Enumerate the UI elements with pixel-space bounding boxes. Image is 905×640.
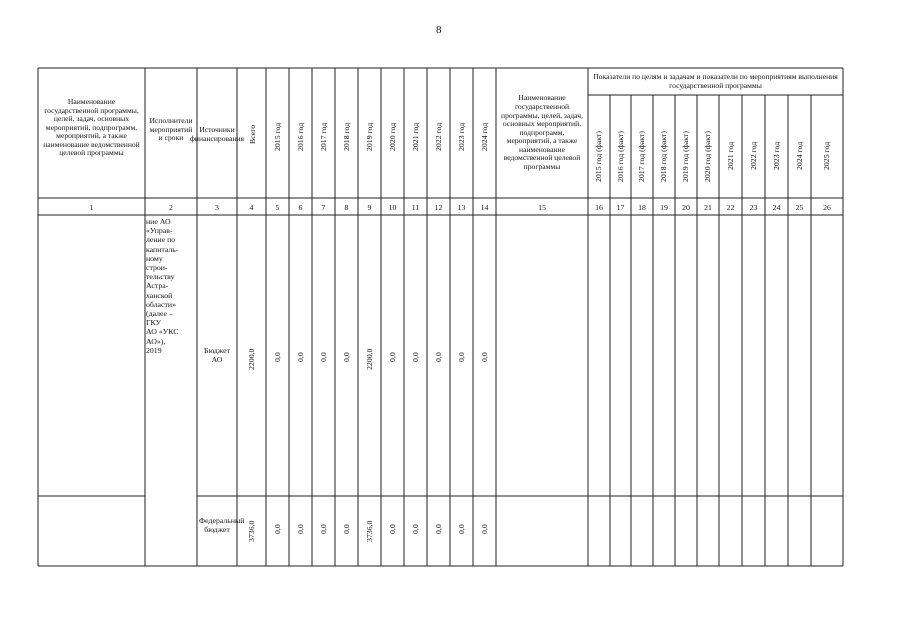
row2-value-2019: 3736,0 <box>365 520 374 542</box>
header-col1-program-name: Наименование государственной программы, целей, задач, основных мероприятий, подпрограмм, мероприятий, а также наименование ведомственной целевой программы <box>43 96 140 158</box>
column-number: 17 <box>616 203 625 212</box>
row1-value-2021: 0,0 <box>411 352 420 362</box>
column-number: 20 <box>682 203 690 212</box>
column-number: 25 <box>795 203 804 212</box>
page-number: 8 <box>436 24 442 36</box>
indicator-year-2015-fact: 2015 год (факт) <box>594 131 603 182</box>
row2-value-total: 3736,0 <box>247 520 256 542</box>
column-number: 10 <box>388 203 397 212</box>
row1-value-2022: 0,0 <box>434 352 443 362</box>
column-number: 19 <box>660 203 668 212</box>
row1-value-2017: 0,0 <box>319 352 328 362</box>
column-number: 22 <box>726 203 735 212</box>
row1-value-total: 2200,0 <box>247 348 256 370</box>
column-number: 3 <box>215 203 219 212</box>
header-col4-total: Всего <box>248 124 257 144</box>
column-number: 1 <box>89 203 94 212</box>
header-year-2017: 2017 год <box>319 122 328 151</box>
column-number: 4 <box>249 203 254 212</box>
row1-value-2023: 0,0 <box>457 352 466 362</box>
row2-value-2016: 0,0 <box>296 524 305 534</box>
executor-line: области» <box>146 299 176 309</box>
indicator-year-2020-fact: 2020 год (факт) <box>703 131 712 182</box>
header-year-2019: 2019 год <box>365 122 374 151</box>
header-year-2018: 2018 год <box>342 122 351 151</box>
header-col2-executors: Исполнители мероприятий и сроки <box>149 116 193 143</box>
executor-line: капиталь- <box>146 244 179 254</box>
column-number: 9 <box>367 203 372 212</box>
header-year-2024: 2024 год <box>480 122 489 151</box>
header-year-2022: 2022 год <box>434 122 443 151</box>
row2-value-2024: 0,0 <box>480 524 489 534</box>
row2-value-2020: 0,0 <box>388 524 397 534</box>
column-number: 26 <box>823 203 831 212</box>
indicator-year-2025: 2025 год <box>822 141 831 170</box>
header-year-2015: 2015 год <box>273 122 282 151</box>
executor-line: ление по <box>146 235 176 245</box>
executor-line: ному <box>146 253 163 263</box>
row2-value-2023: 0,0 <box>457 524 466 534</box>
indicator-year-2022: 2022 год <box>749 141 758 170</box>
column-number: 14 <box>480 203 489 212</box>
indicator-year-2016-fact: 2016 год (факт) <box>616 131 625 182</box>
executor-line: «Управ- <box>146 226 173 236</box>
row1-value-2019: 2200,0 <box>365 348 374 370</box>
column-number: 5 <box>275 203 280 212</box>
indicator-year-2019-fact: 2019 год (факт) <box>681 131 690 182</box>
row2-funding-source: Федеральный бюджет <box>199 516 245 534</box>
row1-value-2018: 0,0 <box>342 352 351 362</box>
column-number: 16 <box>595 203 603 212</box>
executor-line: строи- <box>146 263 168 273</box>
column-number: 6 <box>298 203 303 212</box>
row1-value-2016: 0,0 <box>296 352 305 362</box>
executor-line: Астра- <box>146 281 169 291</box>
header-col15-program-name: Наименование государственной программы, целей, задач, основных мероприятий, подпрограмм, мероприятий, а также наименование ведомственной целевой программы <box>501 93 583 172</box>
header-col3-funding-source: Источники финансирования <box>190 125 245 143</box>
header-year-2020: 2020 год <box>388 122 397 151</box>
header-year-2016: 2016 год <box>296 122 305 151</box>
indicator-year-2018-fact: 2018 год (факт) <box>659 131 668 182</box>
column-number: 24 <box>772 203 781 212</box>
row2-value-2017: 0,0 <box>319 524 328 534</box>
indicator-year-2021: 2021 год <box>726 141 735 170</box>
executor-line: (далее – <box>146 309 173 319</box>
row1-value-2024: 0,0 <box>480 352 489 362</box>
column-number: 2 <box>169 203 173 212</box>
row2-value-2018: 0,0 <box>342 524 351 534</box>
column-number: 23 <box>749 203 758 212</box>
row2-value-2015: 0,0 <box>273 524 282 534</box>
executor-line: ханской <box>146 290 173 300</box>
executor-line: ние АО <box>146 217 171 226</box>
column-number: 8 <box>344 203 349 212</box>
row1-funding-source: Бюджет АО <box>203 346 231 364</box>
column-number: 13 <box>457 203 466 212</box>
column-number: 15 <box>538 203 546 212</box>
column-number: 7 <box>321 203 326 212</box>
indicator-year-2023: 2023 год <box>772 141 781 170</box>
indicator-year-2024: 2024 год <box>795 141 804 170</box>
executor-line: ГКУ <box>146 318 162 328</box>
indicator-year-2017-fact: 2017 год (факт) <box>637 131 646 182</box>
executor-line: АО «УКС <box>146 327 179 337</box>
executor-line: АО»), <box>146 336 166 346</box>
column-number: 11 <box>411 203 420 212</box>
executor-text <box>146 217 196 355</box>
row2-value-2022: 0,0 <box>434 524 443 534</box>
row1-value-2015: 0,0 <box>273 352 282 362</box>
header-year-2021: 2021 год <box>411 122 420 151</box>
column-number: 12 <box>434 203 443 212</box>
executor-line: тельству <box>146 272 175 282</box>
column-number: 18 <box>638 203 646 212</box>
executor-line: 2019 <box>146 345 162 355</box>
row1-value-2020: 0,0 <box>388 352 397 362</box>
header-indicators-group: Показатели по целям и задачам и показатели по мероприятиям выполнения государственной программы <box>593 72 838 90</box>
row2-value-2021: 0,0 <box>411 524 420 534</box>
header-year-2023: 2023 год <box>457 122 466 151</box>
column-number: 21 <box>704 203 712 212</box>
